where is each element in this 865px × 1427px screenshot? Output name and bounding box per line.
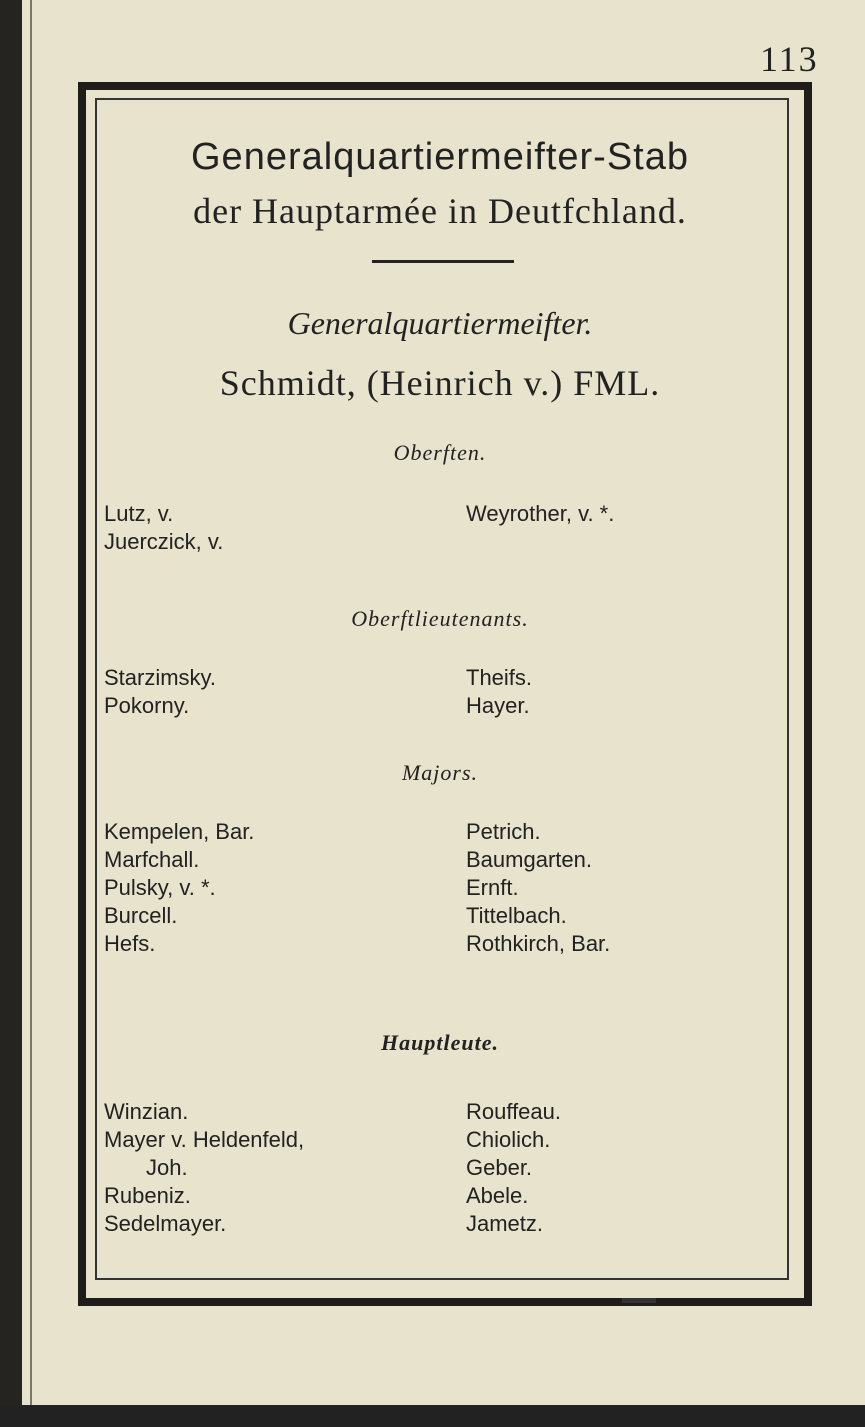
list-item: Petrich. — [466, 819, 541, 844]
list-item: Mayer v. Heldenfeld, — [104, 1127, 305, 1152]
section-heading-oberste: Oberften. — [393, 440, 487, 465]
list-item: Burcell. — [104, 903, 178, 928]
page-number: 113 — [760, 39, 819, 79]
section-heading-oberstlieutenants: Oberftlieutenants. — [351, 606, 529, 631]
list-item: Abele. — [466, 1183, 529, 1208]
list-item: Theifs. — [466, 665, 533, 690]
hauptleute-left-column — [104, 1098, 304, 1238]
hauptleute-right-column — [466, 1098, 561, 1238]
list-item: Joh. — [146, 1155, 188, 1180]
list-item: Starzimsky. — [104, 665, 217, 690]
oberstlieutenants-left-column — [104, 664, 216, 720]
list-item: Tittelbach. — [466, 903, 567, 928]
chief-office-heading: Generalquartiermeifter. — [287, 305, 593, 341]
page-gutter-line — [30, 0, 32, 1427]
majors-left-column — [104, 818, 254, 958]
list-item: Hayer. — [466, 693, 530, 718]
section-heading-majors: Majors. — [401, 760, 479, 785]
list-item: Geber. — [466, 1155, 533, 1180]
list-item: Ernft. — [466, 875, 519, 900]
page-title-line2: der Hauptarmée in Deutfchland. — [193, 191, 687, 231]
list-item: Hefs. — [104, 931, 156, 956]
majors-right-column — [466, 818, 610, 958]
list-item: Rouffeau. — [466, 1099, 562, 1124]
list-item: Pokorny. — [104, 693, 190, 718]
frame-bottom-mark — [622, 1298, 656, 1303]
list-item: Lutz, v. — [104, 501, 174, 526]
oberste-left-column — [104, 500, 223, 556]
list-item: Weyrother, v. *. — [466, 501, 615, 526]
list-item: Baumgarten. — [466, 847, 592, 872]
chief-name: Schmidt, (Heinrich v.) FML. — [219, 363, 661, 403]
list-item: Chiolich. — [466, 1127, 551, 1152]
scan-bottom-edge — [0, 1405, 865, 1427]
oberste-right-column — [466, 500, 614, 528]
oberstlieutenants-right-column — [466, 664, 532, 720]
list-item: Winzian. — [104, 1099, 189, 1124]
list-item: Marfchall. — [104, 847, 200, 872]
list-item: Rothkirch, Bar. — [466, 931, 611, 956]
list-item: Rubeniz. — [104, 1183, 191, 1208]
list-item: Juerczick, v. — [104, 529, 224, 554]
list-item: Sedelmayer. — [104, 1211, 227, 1236]
list-item: Pulsky, v. *. — [104, 875, 216, 900]
title-divider — [372, 260, 514, 263]
list-item: Kempelen, Bar. — [104, 819, 255, 844]
book-spine-shadow — [0, 0, 22, 1427]
section-heading-hauptleute: Hauptleute. — [381, 1030, 499, 1055]
list-item: Jametz. — [466, 1211, 544, 1236]
page-title-line1: Generalquartiermeifter-Stab — [191, 136, 689, 178]
